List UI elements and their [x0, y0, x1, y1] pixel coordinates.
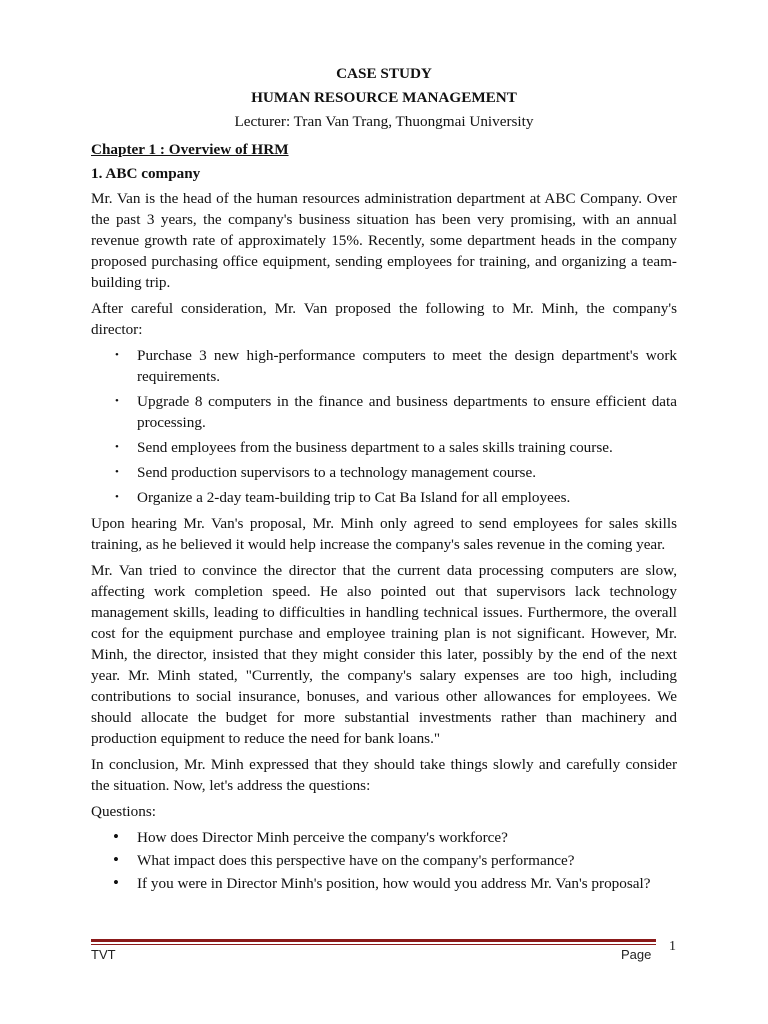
footer-rule-thin	[91, 944, 656, 945]
proposal-item: • Upgrade 8 computers in the finance and business departments to ensure efficient data processing.	[91, 391, 677, 433]
document-title: CASE STUDY	[336, 65, 432, 82]
response-paragraph: Upon hearing Mr. Van's proposal, Mr. Minh only agreed to send employees for sales skills training, as he believed it would help increase the company's sales revenue in the coming year.	[91, 515, 677, 553]
conclusion-paragraph: In conclusion, Mr. Minh expressed that they should take things slowly and carefully consider the situation. Now, let's address the questions:	[91, 756, 677, 794]
proposal-list	[91, 345, 677, 508]
proposal-item: • Send production supervisors to a technology management course.	[91, 462, 677, 483]
proposal-item: • Organize a 2-day team-building trip to Cat Ba Island for all employees.	[91, 487, 677, 508]
page-content	[91, 62, 677, 896]
argument-paragraph: Mr. Van tried to convince the director that the current data processing computers are slow, affecting work completion speed. He also pointed out that supervisors lack technology management skills, leading to difficulties in handling technical issues. Furthermore, the overall cost for the equipment purchase and employee training plan is not significant. However, Mr. Minh, the director, insisted that they might consider this later, possibly by the end of the next year. Mr. Minh stated, "Currently, the company's salary expenses are too high, including contributions to social insurance, bonuses, and various other allowances for employees. We should allocate the budget for more substantial investments rather than machinery and production equipment to reduce the need for bank loans."	[91, 562, 677, 747]
footer-rule-thick	[91, 939, 656, 942]
lecturer-line: Lecturer: Tran Van Trang, Thuongmai University	[234, 113, 534, 130]
footer-author: TVT	[91, 947, 116, 962]
section-heading: 1. ABC company	[91, 165, 201, 182]
question-item: • What impact does this perspective have on the company's performance?	[91, 850, 677, 871]
questions-label: Questions:	[91, 803, 156, 820]
document-subtitle: HUMAN RESOURCE MANAGEMENT	[251, 89, 517, 106]
question-item: • How does Director Minh perceive the company's workforce?	[91, 827, 677, 848]
chapter-heading: Chapter 1 : Overview of HRM	[91, 141, 289, 158]
intro-paragraph: Mr. Van is the head of the human resources administration department at ABC Company. Over the past 3 years, the company's business situation has been very promising, with an annual revenue growth rate of approximately 15%. Recently, some department heads in the company proposed purchasing office equipment, sending employees for training, and organizing a team-building trip.	[91, 190, 677, 291]
proposal-intro-paragraph: After careful consideration, Mr. Van proposed the following to Mr. Minh, the company's director:	[91, 300, 677, 338]
question-list	[91, 827, 677, 894]
page-number: 1	[669, 939, 676, 954]
proposal-item: • Purchase 3 new high-performance computers to meet the design department's work requirements.	[91, 345, 677, 387]
proposal-item: • Send employees from the business department to a sales skills training course.	[91, 437, 677, 458]
footer-page-label: Page	[621, 947, 652, 962]
question-item: • If you were in Director Minh's position, how would you address Mr. Van's proposal?	[91, 873, 677, 894]
